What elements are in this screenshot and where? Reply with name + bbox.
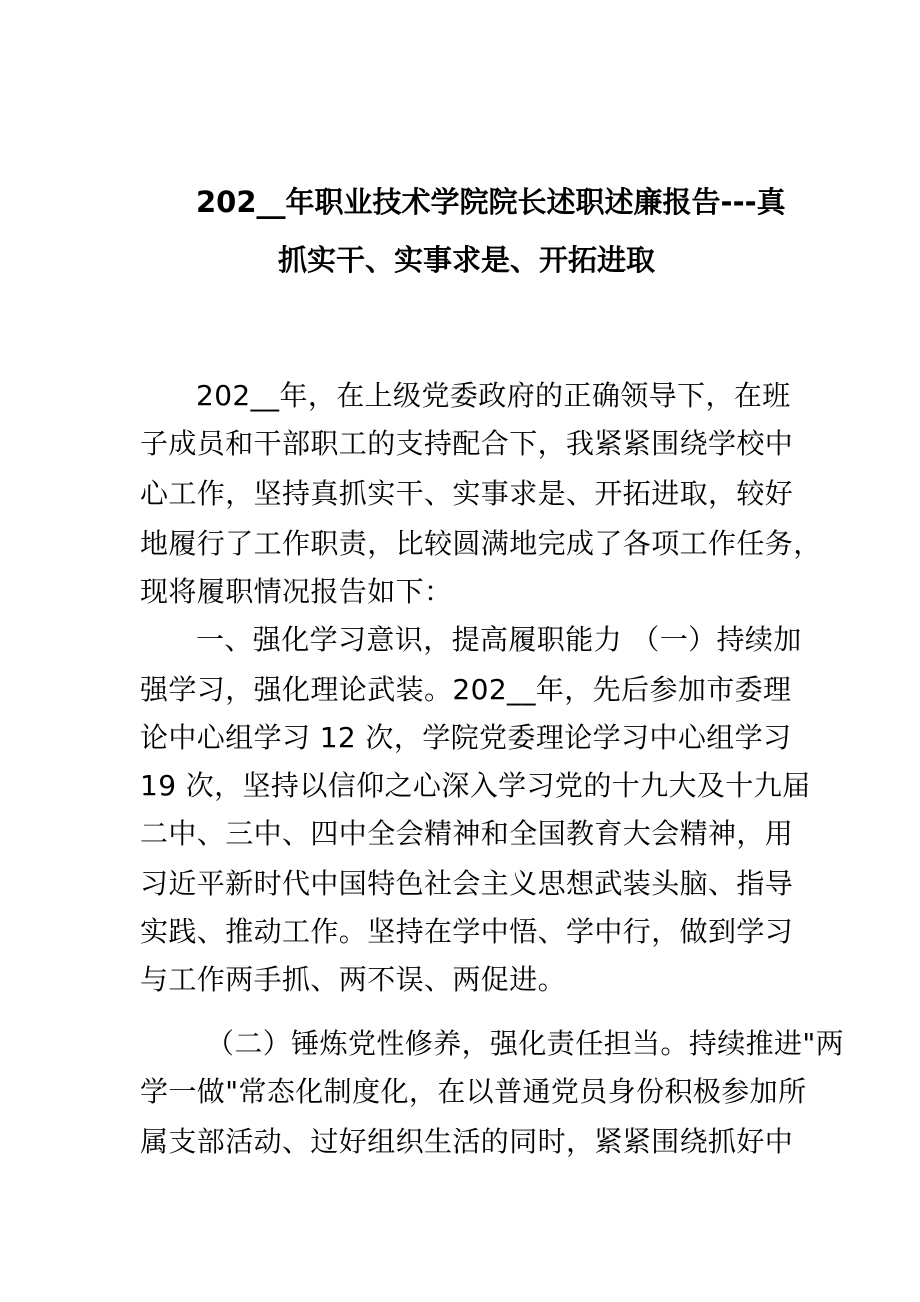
paragraph-line: 论中心组学习 12 次，学院党委理论学习中心组学习 bbox=[140, 721, 792, 754]
paragraph-line: 子成员和干部职工的支持配合下，我紧紧围绕学校中 bbox=[140, 427, 794, 460]
paragraph-line: 学一做"常态化制度化，在以普通党员身份积极参加所 bbox=[140, 1075, 807, 1108]
title-line-2: 抓实干、实事求是、开拓进取 bbox=[278, 243, 656, 277]
paragraph-line: 习近平新时代中国特色社会主义思想武装头脑、指导 bbox=[140, 867, 794, 900]
paragraph-line: 202__年，在上级党委政府的正确领导下，在班 bbox=[196, 379, 791, 412]
paragraph-line: 属支部活动、过好组织生活的同时，紧紧围绕抓好中 bbox=[140, 1125, 794, 1158]
paragraph-line: （二）锤炼党性修养，强化责任担当。持续推进"两 bbox=[206, 1027, 845, 1060]
paragraph-line: 心工作，坚持真抓实干、实事求是、开拓进取，较好 bbox=[140, 477, 794, 510]
paragraph-line: 19 次，坚持以信仰之心深入学习党的十九大及十九届 bbox=[140, 769, 811, 802]
paragraph-line: 现将履职情况报告如下： bbox=[140, 575, 453, 608]
paragraph-line: 地履行了工作职责，比较圆满地完成了各项工作任务， bbox=[140, 527, 822, 560]
paragraph-line: 与工作两手抓、两不误、两促进。 bbox=[140, 963, 567, 996]
paragraph-line: 二中、三中、四中全会精神和全国教育大会精神，用 bbox=[140, 817, 794, 850]
paragraph-line: 一、强化学习意识，提高履职能力 （一）持续加 bbox=[196, 623, 802, 656]
paragraph-line: 实践、推动工作。坚持在学中悟、学中行，做到学习 bbox=[140, 915, 794, 948]
title-line-1: 202__年职业技术学院院长述职述廉报告---真 bbox=[196, 185, 786, 219]
paragraph-line: 强学习，强化理论武装。202__年，先后参加市委理 bbox=[140, 673, 792, 706]
